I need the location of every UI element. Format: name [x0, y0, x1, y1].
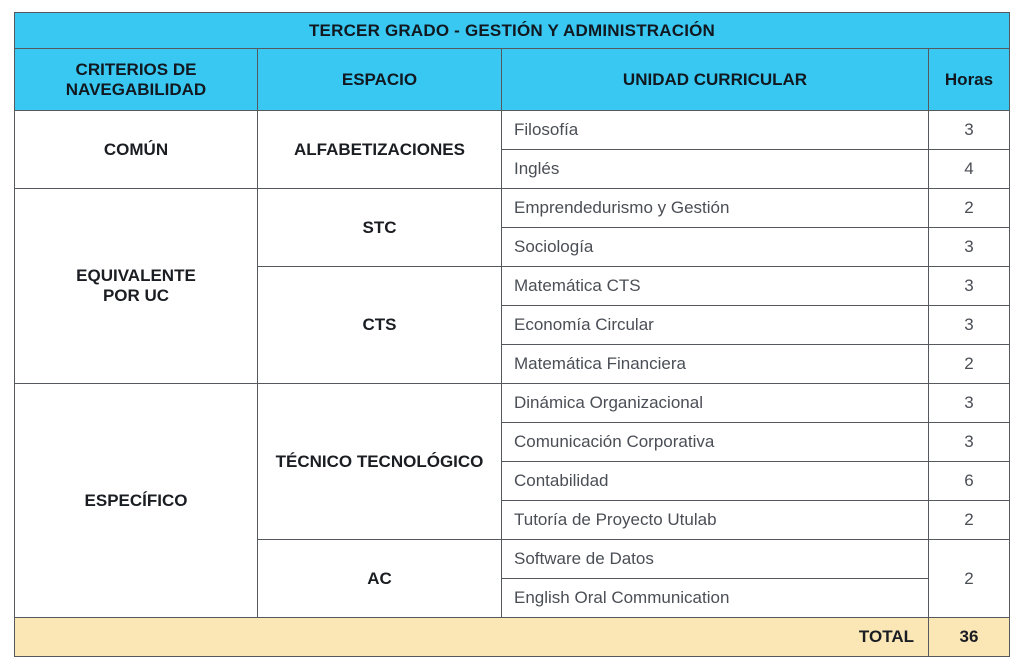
criterio-equivalente: EQUIVALENTE POR UC — [15, 189, 258, 384]
hours-cell: 2 — [929, 189, 1010, 228]
curriculum-table — [14, 12, 1010, 657]
hours-cell: 2 — [929, 540, 1010, 618]
subject-cell: Economía Circular — [502, 306, 929, 345]
subject-cell: Filosofía — [502, 111, 929, 150]
table-row — [15, 189, 1010, 228]
espacio-cts: CTS — [258, 267, 502, 384]
subject-cell: Emprendedurismo y Gestión — [502, 189, 929, 228]
subject-cell: Dinámica Organizacional — [502, 384, 929, 423]
espacio-alfabetizaciones: ALFABETIZACIONES — [258, 111, 502, 189]
hours-cell: 3 — [929, 111, 1010, 150]
header-unidad-curricular: UNIDAD CURRICULAR — [502, 49, 929, 111]
hours-cell: 3 — [929, 228, 1010, 267]
hours-cell: 3 — [929, 423, 1010, 462]
hours-cell: 6 — [929, 462, 1010, 501]
subject-cell: Sociología — [502, 228, 929, 267]
total-row — [15, 618, 1010, 657]
espacio-ac: AC — [258, 540, 502, 618]
header-criterios: CRITERIOS DE NAVEGABILIDAD — [15, 49, 258, 111]
hours-cell: 3 — [929, 384, 1010, 423]
subject-cell: Software de Datos — [502, 540, 929, 579]
hours-cell: 4 — [929, 150, 1010, 189]
criterio-comun: COMÚN — [15, 111, 258, 189]
subject-cell: Matemática Financiera — [502, 345, 929, 384]
subject-cell: Comunicación Corporativa — [502, 423, 929, 462]
header-horas: Horas — [929, 49, 1010, 111]
criterio-especifico: ESPECÍFICO — [15, 384, 258, 618]
header-espacio: ESPACIO — [258, 49, 502, 111]
subject-cell: Contabilidad — [502, 462, 929, 501]
subject-cell: Matemática CTS — [502, 267, 929, 306]
total-value: 36 — [929, 618, 1010, 657]
total-label: TOTAL — [15, 618, 929, 657]
title-row — [15, 13, 1010, 49]
hours-cell: 2 — [929, 345, 1010, 384]
table-row — [15, 111, 1010, 150]
subject-cell: Tutoría de Proyecto Utulab — [502, 501, 929, 540]
subject-cell: Inglés — [502, 150, 929, 189]
header-row — [15, 49, 1010, 111]
espacio-stc: STC — [258, 189, 502, 267]
subject-cell: English Oral Communication — [502, 579, 929, 618]
table-title: TERCER GRADO - GESTIÓN Y ADMINISTRACIÓN — [15, 13, 1010, 49]
hours-cell: 2 — [929, 501, 1010, 540]
hours-cell: 3 — [929, 267, 1010, 306]
hours-cell: 3 — [929, 306, 1010, 345]
espacio-tecnico-tecnologico: TÉCNICO TECNOLÓGICO — [258, 384, 502, 540]
table-row — [15, 384, 1010, 423]
